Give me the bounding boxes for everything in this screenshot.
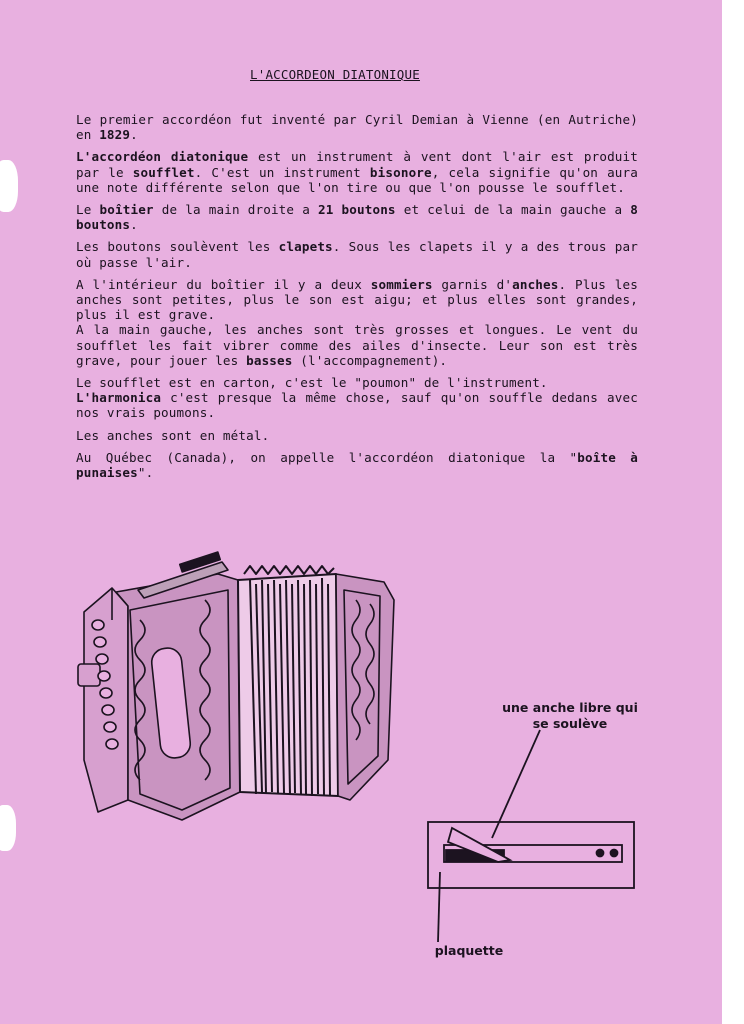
paragraph-quebec: Au Québec (Canada), on appelle l'accordéon diatonique la "boîte à punaises". <box>76 449 639 481</box>
plate-pointer-line <box>438 872 440 942</box>
paragraph-bass: A la main gauche, les anches sont très grosses et longues. Le vent du soufflet les fait vibrer comme des ailes d'insecte. Leur son est très grave, pour jouer les basses (l'accompagnement). <box>76 322 638 368</box>
document-title: L'ACCORDEON DIATONIQUE <box>250 67 420 82</box>
rivet-hole <box>597 850 604 857</box>
paragraph-harmonica: L'harmonica c'est presque la même chose, sauf qu'on souffle dedans avec nos vrais poumons. <box>76 390 638 421</box>
plate-label: plaquette <box>434 943 504 958</box>
rivet-hole <box>611 850 618 857</box>
paragraph-bellows: Le soufflet est en carton, c'est le "poumon" de l'instrument. <box>76 375 548 391</box>
paragraph-definition: L'accordéon diatonique est un instrument à vent dont l'air est produit par le soufflet. C'est un instrument bisonore, cela signifie qu'on aura une note différente selon que l'on tire ou que l'on pousse le soufflet. <box>76 149 639 195</box>
paragraph-history: Le premier accordéon fut inventé par Cyril Demian à Vienne (en Autriche) en 1829. <box>76 112 638 143</box>
paragraph-metal: Les anches sont en métal. <box>76 427 270 443</box>
paragraph-valves: Les boutons soulèvent les clapets. Sous les clapets il y a des trous par où passe l'air. <box>76 239 638 270</box>
paragraph-reeds: A l'intérieur du boîtier il y a deux sommiers garnis d'anches. Plus les anches sont petites, plus le son est aigu; et plus elles sont grandes, plus il est grave. <box>76 276 639 323</box>
reed-label: une anche libre qui se soulève <box>502 700 638 731</box>
paragraph-buttons: Le boîtier de la main droite a 21 boutons et celui de la main gauche a 8 boutons. <box>76 202 639 233</box>
